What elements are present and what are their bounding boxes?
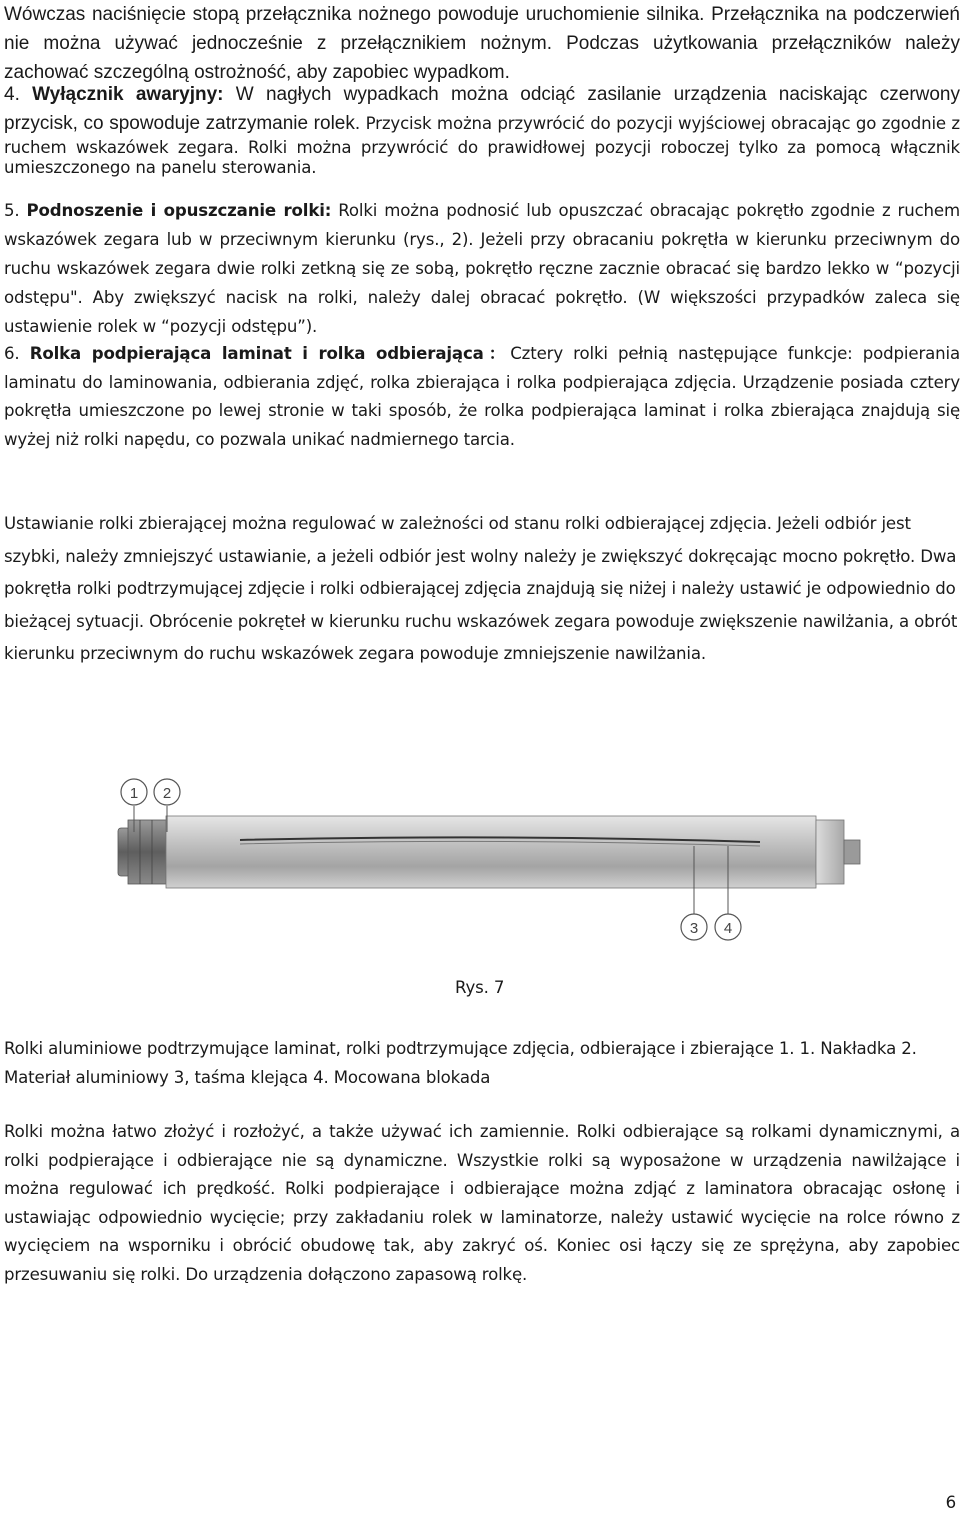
item-number: 5. <box>4 201 27 220</box>
roller-right-shaft <box>844 840 860 864</box>
item-heading: Rolka podpierająca laminat i rolka odbierająca <box>29 344 484 363</box>
svg-text:1: 1 <box>129 785 139 802</box>
roller-figure <box>0 770 960 950</box>
callout-4 <box>715 914 741 940</box>
item-text: Cztery rolki pełnią następujące funkcje: podpierania laminatu do laminowania, odbierania zdjęć, rolka zbierająca i rolka podpierająca zdjęcia. Urządzenie posiada cztery pokrętła umieszczone po lewej stronie w taki sposób, że rolka podpierająca laminat i rolka zbierająca znajdują się wyżej niż rolki napędu, co pozwala unikać nadmiernego tarcia. <box>4 344 960 449</box>
callout-1 <box>121 779 147 805</box>
item-4-emergency-switch <box>4 80 960 178</box>
svg-text:2: 2 <box>162 785 172 802</box>
callout-3 <box>681 914 707 940</box>
item-text: W nagłych wypadkach można odciąć zasilanie urządzenia naciskając czerwony przycisk, co spowoduje zatrzymanie rolek. <box>4 84 960 134</box>
item-colon: ： <box>483 344 511 363</box>
item-heading: Wyłącznik awaryjny: <box>32 84 224 105</box>
page-number: 6 <box>945 1493 956 1512</box>
intro-paragraph: Wówczas naciśnięcie stopą przełącznika nożnego powoduje uruchomienie silnika. Przełącznika na podczerwień nie można używać jednocześnie z przełącznikiem nożnym. Podczas użytkowania przełączników należy zachować szczególną ostrożność, aby zapobiec wypadkom. <box>4 4 960 83</box>
item-number: 6. <box>4 344 30 363</box>
callout-2 <box>154 779 180 805</box>
svg-text:4: 4 <box>723 920 733 937</box>
figure-caption: Rys. 7 <box>455 978 505 997</box>
item-heading: Podnoszenie i opuszczanie rolki: <box>26 201 332 220</box>
item-5-raising-lowering <box>4 196 960 341</box>
roller-description-paragraph: Rolki można łatwo złożyć i rozłożyć, a także używać ich zamiennie. Rolki odbierające są rolkami dynamicznymi, a rolki podpierające i odbierające nie są dynamiczne. Wszystkie rolki są wyposażone w urządzenia nawilżające i można regulować ich prędkość. Rolki podpierające i odbierające można zdjąć z laminatora obracając osłonę i ustawiając odpowiednio wycięcie; przy zakładaniu rolek w laminatorze, należy ustawić wycięcie na rolce równo z wycięciem na wsporniku i obrócić obudowę tak, aby zakryć oś. Koniec osi łączy się ze sprężyna, aby zapobiec przesuwaniu się rolki. Do urządzenia dołączono zapasową rolkę. <box>4 1122 960 1284</box>
roller-right-cap <box>816 820 844 884</box>
roller-aluminium-body <box>166 816 816 888</box>
item-text: Rolki można podnosić lub opuszczać obracając pokrętło zgodnie z ruchem wskazówek zegara lub w przeciwnym kierunku (rys., 2). Jeżeli przy obracaniu pokrętła w kierunku przeciwnym do ruchu wskazówek zegara dwie rolki zetkną się ze sobą, pokrętło ręczne zacznie obracać się bardzo lekko w “pozycji odstępu". Aby zwiększyć nacisk na rolki, należy dalej obracać pokrętło. (W większości przypadków zaleca się ustawienie rolek w “pozycji odstępu”). <box>4 201 960 336</box>
item-6-support-roller <box>4 340 960 454</box>
item-number: 4. <box>4 84 33 105</box>
adjustment-paragraph: Ustawianie rolki zbierającej można regulować w zależności od stanu rolki odbierającej zdjęcia. Jeżeli odbiór jest szybki, należy zmniejszyć ustawianie, a jeżeli odbiór jest wolny należy je zwiększyć dokręcając mocno pokrętło. Dwa pokrętła rolki podtrzymującej zdjęcie i rolki odbierającej zdjęcia znajdują się niżej i należy ustawić je odpowiednio do bieżącej sytuacji. Obrócenie pokręteł w kierunku ruchu wskazówek zegara powoduje zwiększenie nawilżania, a obrót kierunku przeciwnym do ruchu wskazówek zegara powoduje zmniejszenie nawilżania. <box>4 514 958 664</box>
svg-text:3: 3 <box>689 920 699 937</box>
item-text-continued: Przycisk można przywrócić do pozycji wyjściowej obracając go zgodnie z ruchem wskazówek zegara. Rolki można przywrócić do prawidłowej pozycji roboczej tylko za pomocą włącznik umieszczonego na panelu sterowania. <box>4 114 960 177</box>
figure-legend: Rolki aluminiowe podtrzymujące laminat, rolki podtrzymujące zdjęcia, odbierające i zbierające 1. 1. Nakładka 2. Materiał aluminiowy 3, taśma klejąca 4. Mocowana blokada <box>4 1039 917 1087</box>
